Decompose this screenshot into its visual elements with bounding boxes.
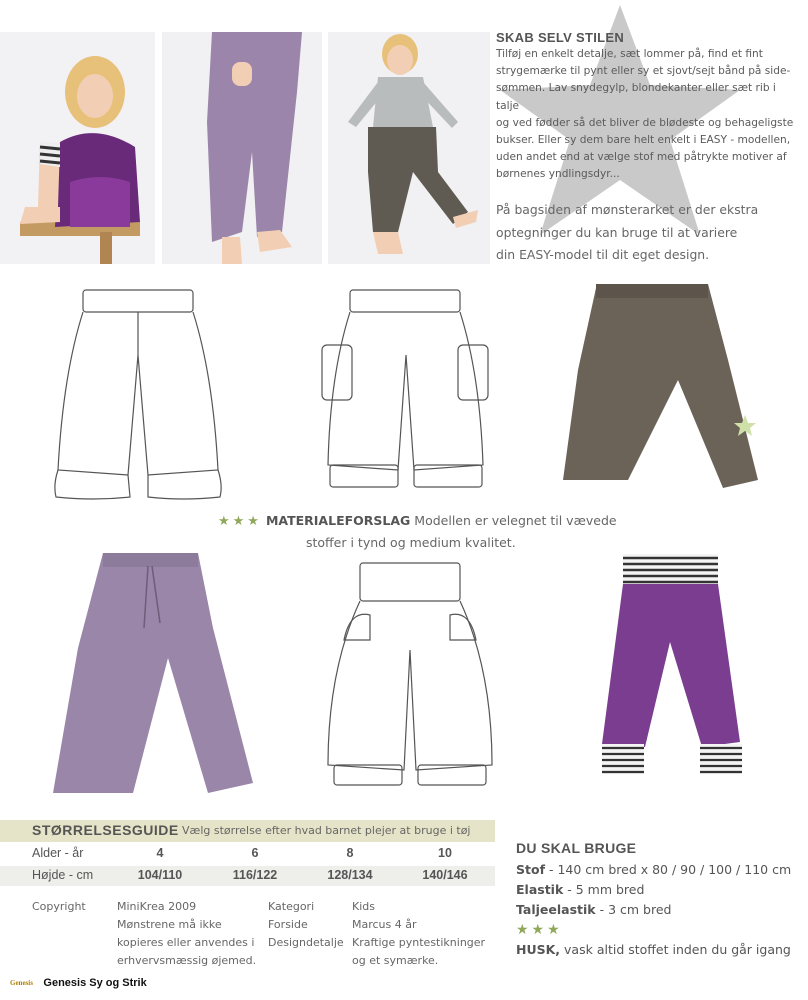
genesis-brand: Genesis Sy og Strik <box>43 976 147 989</box>
taljeelastik-value: - 3 cm bred <box>595 902 672 917</box>
skab-line: bukser. Eller sy dem bare helt enkelt i EASY - modellen, <box>496 134 791 147</box>
category-line: Designdetalje <box>268 936 344 949</box>
copyright-line: kopieres eller anvendes i <box>117 936 255 949</box>
copyright-col3 <box>352 898 485 970</box>
bruge-list <box>516 860 806 960</box>
copyright-line: MiniKrea 2009 <box>117 900 197 913</box>
copyright-line: erhvervsmæssig øjemed. <box>117 954 257 967</box>
girl-sitting-illustration <box>0 32 155 264</box>
skab-line: børnenes yndlingsdyr... <box>496 168 620 181</box>
photo-girl-sitting <box>0 32 155 264</box>
husk-value: vask altid stoffet inden du går igang <box>560 942 791 957</box>
photo-boy-running <box>328 32 490 264</box>
kids-line: Kraftige pyntestikninger <box>352 936 486 949</box>
age-label: Alder - år <box>32 846 84 860</box>
kids-line: Marcus 4 år <box>352 918 417 931</box>
copyright-line: Mønstrene må ikke <box>117 918 222 931</box>
lilac-trousers-illustration <box>48 548 258 803</box>
taljeelastik-label: Taljeelastik <box>516 902 596 917</box>
height-cell: 104/110 <box>137 868 183 882</box>
elastik-label: Elastik <box>516 882 564 897</box>
skab-line: uden andet end at vælge stof med påtrykte motiver af <box>496 151 787 164</box>
stof-value: - 140 cm bred x 80 / 90 / 100 / 110 cm <box>545 862 792 877</box>
skab-line: Tilføj en enkelt detalje, sæt lommer på, find et fint <box>496 48 763 60</box>
brown-trousers-illustration <box>558 280 763 500</box>
skab-extra <box>496 199 796 267</box>
size-row-age <box>0 845 495 865</box>
drawing-rib-waist-trousers <box>322 560 497 790</box>
material-stars-icon: ★★★ <box>218 514 262 529</box>
husk-label: HUSK, <box>516 942 561 957</box>
bruge-heading: DU SKAL BRUGE <box>516 840 637 856</box>
category-line: Kategori <box>268 900 315 913</box>
bruge-stars-icon: ★★★ <box>516 922 563 938</box>
photo-purple-rib-trousers <box>590 552 750 782</box>
height-cell: 128/134 <box>327 868 373 882</box>
height-label: Højde - cm <box>32 868 94 882</box>
purple-rib-trousers-illustration <box>590 552 750 782</box>
boy-illustration <box>328 32 490 264</box>
skab-line: sømmen. Lav snydegylp, blondekanter eller sæt rib i talje <box>496 82 776 112</box>
copyright-col1 <box>117 898 256 970</box>
age-cell: 6 <box>251 846 259 860</box>
skab-line: strygemærke til pynt eller sy et sjovt/sejt bånd på side- <box>496 65 791 78</box>
age-cell: 10 <box>438 846 452 860</box>
copyright-label-text: Copyright <box>32 900 86 913</box>
legs-illustration <box>162 32 322 264</box>
elastik-value: - 5 mm bred <box>563 882 645 897</box>
kids-line: Kids <box>352 900 375 913</box>
material-heading: MATERIALEFORSLAG <box>265 513 411 528</box>
skab-extra-line: På bagsiden af mønsterarket er der ekstra <box>496 202 759 217</box>
kids-line: og et symærke. <box>352 954 439 967</box>
footer-logo <box>10 974 147 992</box>
copyright-label <box>32 898 86 916</box>
size-guide-header <box>0 820 495 842</box>
size-guide-subtitle: Vælg størrelse efter hvad barnet plejer at bruge i tøj <box>182 824 471 837</box>
skab-extra-line: optegninger du kan bruge til at variere <box>496 224 738 240</box>
drawing-pocket-trousers <box>318 285 493 500</box>
height-cell: 140/146 <box>422 868 468 882</box>
age-cell: 4 <box>156 846 164 860</box>
stof-label: Stof <box>516 862 546 877</box>
copyright-col2 <box>268 898 344 952</box>
size-row-height <box>0 866 495 886</box>
skab-line: og ved fødder så det bliver de blødeste og behageligste <box>496 116 794 129</box>
photo-purple-trousers-legs <box>162 32 322 264</box>
age-cell: 8 <box>346 846 354 860</box>
genesis-logo-mini: Genesis <box>10 978 33 987</box>
skab-heading: SKAB SELV STILEN <box>496 30 625 45</box>
material-line1: Modellen er velegnet til vævede <box>414 513 617 528</box>
skab-body <box>496 46 796 184</box>
photo-brown-trousers <box>558 280 763 500</box>
photo-lilac-trousers <box>48 548 258 803</box>
skab-extra-line: din EASY-model til dit eget design. <box>496 247 710 262</box>
height-cell: 116/122 <box>232 868 278 882</box>
material-section <box>218 510 638 553</box>
material-line2: stoffer i tynd og medium kvalitet. <box>306 535 516 550</box>
size-guide-title: STØRRELSESGUIDE <box>32 822 179 838</box>
drawing-ruffle-trousers <box>48 285 228 505</box>
category-line: Forside <box>268 918 308 931</box>
